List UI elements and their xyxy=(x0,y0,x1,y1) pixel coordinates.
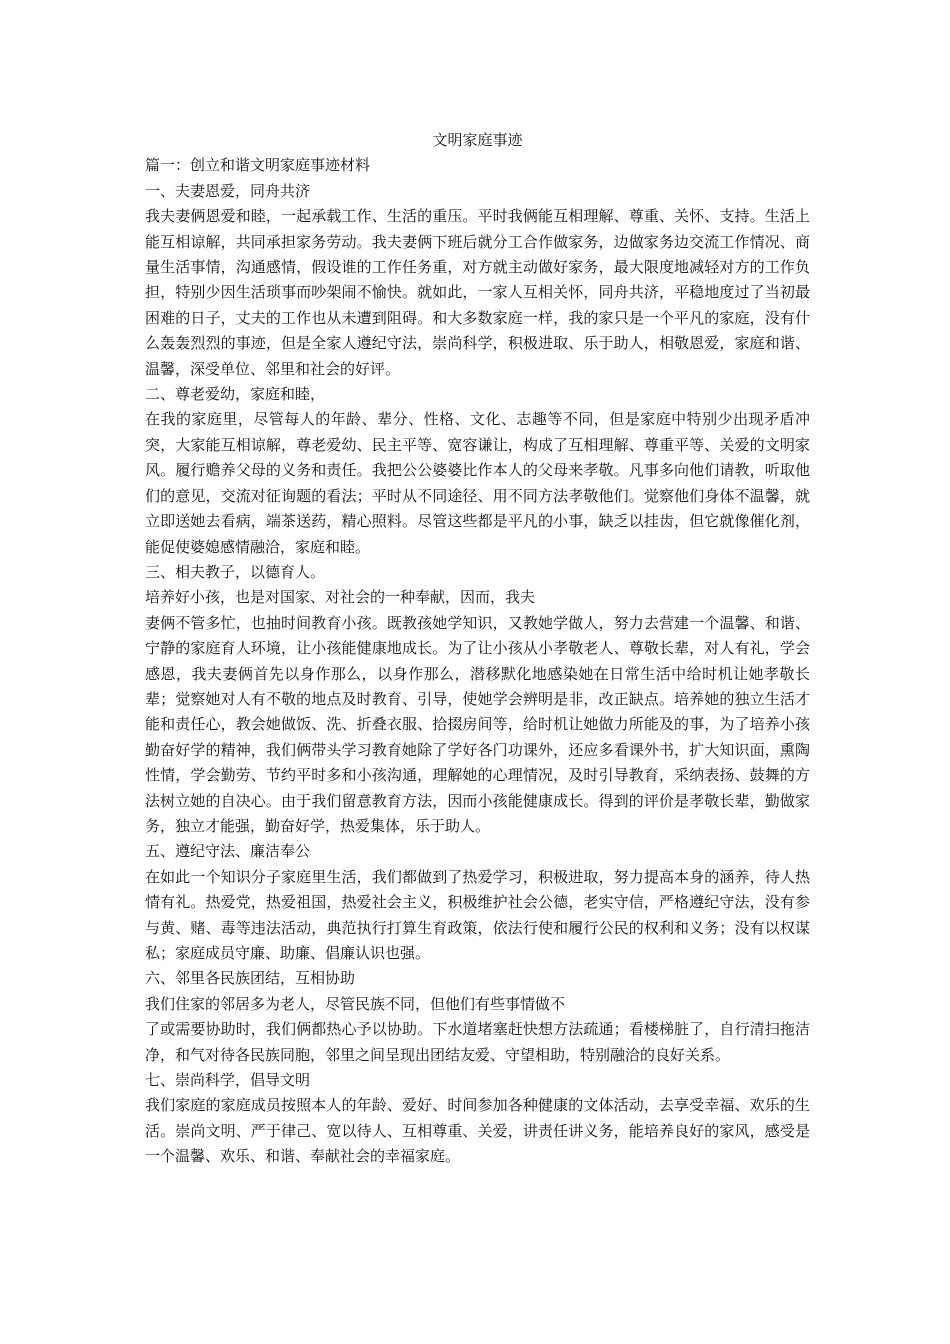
section-heading-6: 六、邻里各民族团结，互相协助 xyxy=(145,969,356,988)
section-paragraph-3-start: 培养好小孩，也是对国家、对社会的一种奉献，因而，我夫 xyxy=(145,588,536,607)
section-paragraph-6-start: 我们住家的邻居多为老人，尽管民族不同，但他们有些事情做不 xyxy=(145,994,566,1013)
section-heading-1: 一、夫妻恩爱，同舟共济 xyxy=(145,181,311,200)
section-heading-7: 七、崇尚科学，倡导文明 xyxy=(145,1071,311,1090)
section-heading-3: 三、相夫教子，以德育人。 xyxy=(145,562,326,581)
document-title: 文明家庭事迹 xyxy=(432,131,523,149)
section-heading-5: 五、遵纪守法、廉洁奉公 xyxy=(145,842,311,861)
section-paragraph-6-cont: 了或需要协助时，我们俩都热心予以协助。下水道堵塞赶快想方法疏通；看楼梯脏了，自行清扫拖洁净，和气对待各民族同胞，邻里之间呈现出团结友爱、守望相助，特别融洽的良好关系。 xyxy=(145,1020,810,1064)
section-paragraph-3-cont: 妻俩不管多忙，也抽时间教育小孩。既教孩她学知识，又教她学做人，努力去营建一个温馨、和谐、宁静的家庭育人环境，让小孩能健康地成长。为了让小孩从小孝敬老人、尊敬长辈，对人有礼，学会感恩，我夫妻俩首先以身作那么，以身作那么，潜移默化地感染她在日常生活中给时机让她孝敬长辈；觉察她对人有不敬的地点及时教育、引导，使她学会辨明是非，改正缺点。培养她的独立生活才能和责任心，教会她做饭、洗、折叠衣服、拾掇房间等，给时机让她做力所能及的事，为了培养小孩勤奋好学的精神，我们俩带头学习教育她除了学好各门功课外，还应多看课外书，扩大知识面，熏陶性情，学会勤劳、节约平时多和小孩沟通，理解她的心理情况，及时引导教育，采纳表扬、鼓舞的方法树立她的自决心。由于我们留意教育方法，因而小孩能健康成长。得到的评价是孝敬长辈，勤做家务，独立才能强，勤奋好学，热爱集体，乐于助人。 xyxy=(145,613,810,835)
section-heading-2: 二、尊老爱幼，家庭和睦， xyxy=(145,385,326,404)
section-paragraph-5: 在如此一个知识分子家庭里生活，我们都做到了热爱学习，积极进取，努力提高本身的涵养，待人热情有礼。热爱党，热爱祖国，热爱社会主义，积极维护社会公德，老实守信，严格遵纪守法，没有参与黄、赌、毒等违法活动，典范执行打算生育政策，依法行使和履行公民的权利和义务；没有以权谋私；家庭成员守廉、助廉、倡廉认识也强。 xyxy=(145,867,810,962)
section-paragraph-1: 我夫妻俩恩爱和睦，一起承载工作、生活的重压。平时我俩能互相理解、尊重、关怀、支持。生活上能互相谅解，共同承担家务劳动。我夫妻俩下班后就分工合作做家务，边做家务边交流工作情况、商量生活事情，沟通感情，假设谁的工作任务重，对方就主动做好家务，最大限度地减轻对方的工作负担，特别少因生活琐事而吵架闹不愉快。就如此，一家人互相关怀，同舟共济，平稳地度过了当初最困难的日子，丈夫的工作也从未遭到阻碍。和大多数家庭一样，我的家只是一个平凡的家庭，没有什么轰轰烈烈的事迹，但是全家人遵纪守法，崇尚科学，积极进取、乐于助人，相敬恩爱，家庭和谐、温馨，深受单位、邻里和社会的好评。 xyxy=(145,207,810,378)
document-body xyxy=(145,128,810,1170)
section-paragraph-7: 我们家庭的家庭成员按照本人的年龄、爱好、时间参加各种健康的文体活动，去享受幸福、欢乐的生活。崇尚文明、严于律己、宽以待人、互相尊重、关爱，讲责任讲义务，能培养良好的家风，感受是一个温馨、欢乐、和谐、奉献社会的幸福家庭。 xyxy=(145,1096,810,1166)
section-paragraph-2: 在我的家庭里，尽管每人的年龄、辈分、性格、文化、志趣等不同，但是家庭中特别少出现矛盾冲突，大家能互相谅解，尊老爱幼、民主平等、宽容谦让，构成了互相理解、尊重平等、关爱的文明家风。履行赡养父母的义务和责任。我把公公婆婆比作本人的父母来孝敬。凡事多向他们请教，听取他们的意见，交流对征询题的看法；平时从不同途径、用不同方法孝敬他们。觉察他们身体不温馨，就立即送她去看病，端茶送药，精心照料。尽管这些都是平凡的小事，缺乏以挂齿，但它就像催化剂，能促使婆媳感情融洽，家庭和睦。 xyxy=(145,410,810,556)
article-heading: 篇一：创立和谐文明家庭事迹材料 xyxy=(145,156,371,175)
